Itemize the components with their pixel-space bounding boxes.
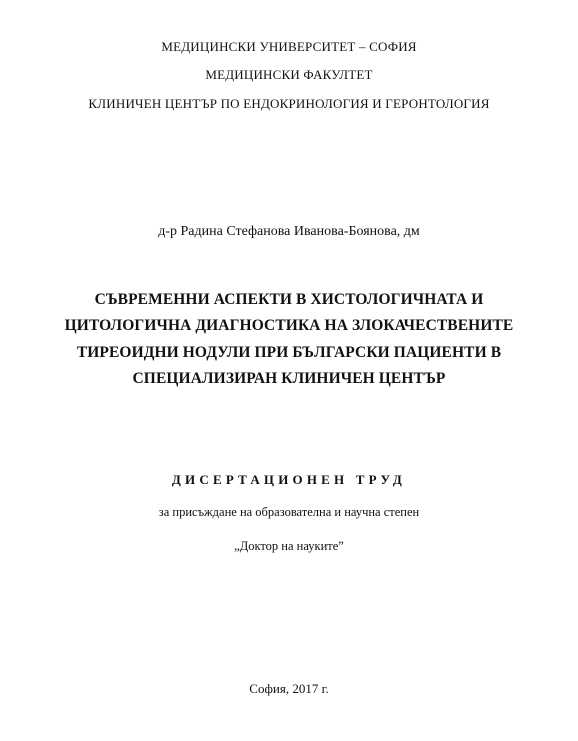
degree-purpose: за присъждане на образователна и научна степен: [158, 505, 420, 519]
degree-name: „Доктор на науките”: [234, 539, 344, 553]
university-name: МЕДИЦИНСКИ УНИВЕРСИТЕТ – СОФИЯ: [161, 39, 417, 54]
title-line-4: СПЕЦИАЛИЗИРАН КЛИНИЧЕН ЦЕНТЪР: [132, 370, 446, 387]
thesis-type: ДИСЕРТАЦИОНЕН ТРУД: [171, 472, 407, 487]
title-line-1: СЪВРЕМЕННИ АСПЕКТИ В ХИСТОЛОГИЧНАТА И: [94, 291, 484, 308]
place-and-date: София, 2017 г.: [249, 681, 329, 696]
title-line-2: ЦИТОЛОГИЧНА ДИАГНОСТИКА НА ЗЛОКАЧЕСТВЕНИТЕ: [64, 317, 514, 334]
title-line-3: ТИРЕОИДНИ НОДУЛИ ПРИ БЪЛГАРСКИ ПАЦИЕНТИ В: [76, 344, 502, 361]
faculty-name: МЕДИЦИНСКИ ФАКУЛТЕТ: [205, 67, 373, 82]
center-name: КЛИНИЧЕН ЦЕНТЪР ПО ЕНДОКРИНОЛОГИЯ И ГЕРОНТОЛОГИЯ: [88, 96, 490, 111]
author-name: д-р Радина Стефанова Иванова-Боянова, дм: [158, 224, 420, 239]
